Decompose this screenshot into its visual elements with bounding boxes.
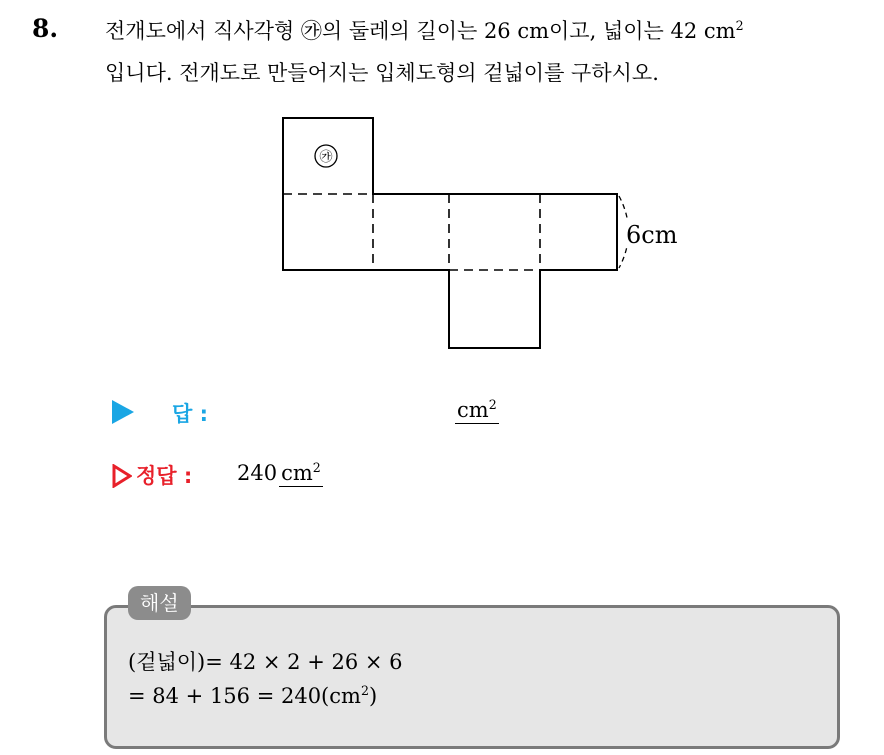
solution-line2-main: = 84 + 156 = 240( [128,684,330,708]
correct-unit-sup: 2 [312,460,321,475]
problem-text-line2: 입니다. 전개도로 만들어지는 입체도형의 겉넓이를 구하시오. [105,61,659,85]
solution-box [104,605,840,749]
net-main-strip [283,194,617,270]
correct-arrow-icon [112,464,132,488]
answer-arrow-icon [112,400,134,424]
solution-line2-sup: 2 [360,683,369,698]
answer-blank[interactable] [455,398,499,424]
correct-label: 정답 : [136,464,193,488]
solution-line1: (겉넓이)= 42 × 2 + 26 × 6 [128,650,403,674]
height-label: 6cm [626,221,678,249]
answer-unit-sup: 2 [488,397,497,412]
correct-answer [237,461,323,485]
problem-text-line1-main: 전개도에서 직사각형 ㉮의 둘레의 길이는 26 cm이고, 넓이는 42 cm [105,19,736,43]
problem-number: 8. [32,14,59,43]
correct-value: 240 [237,461,278,485]
solution-tag: 해설 [128,586,191,620]
solution-line2 [128,684,377,708]
correct-unit: cm [281,461,313,485]
net-diagram [276,110,696,360]
net-bottom-flap [449,270,540,348]
solution-line2-close: ) [368,684,378,708]
answer-unit: cm [457,398,489,422]
rect-label: ㉮ [319,150,333,165]
problem-text-line1-sup: 2 [735,18,744,33]
solution-line2-unit: cm [329,684,361,708]
correct-unit-wrap [279,461,323,487]
answer-label: 답 : [172,402,208,426]
problem-text-line1 [105,15,744,45]
